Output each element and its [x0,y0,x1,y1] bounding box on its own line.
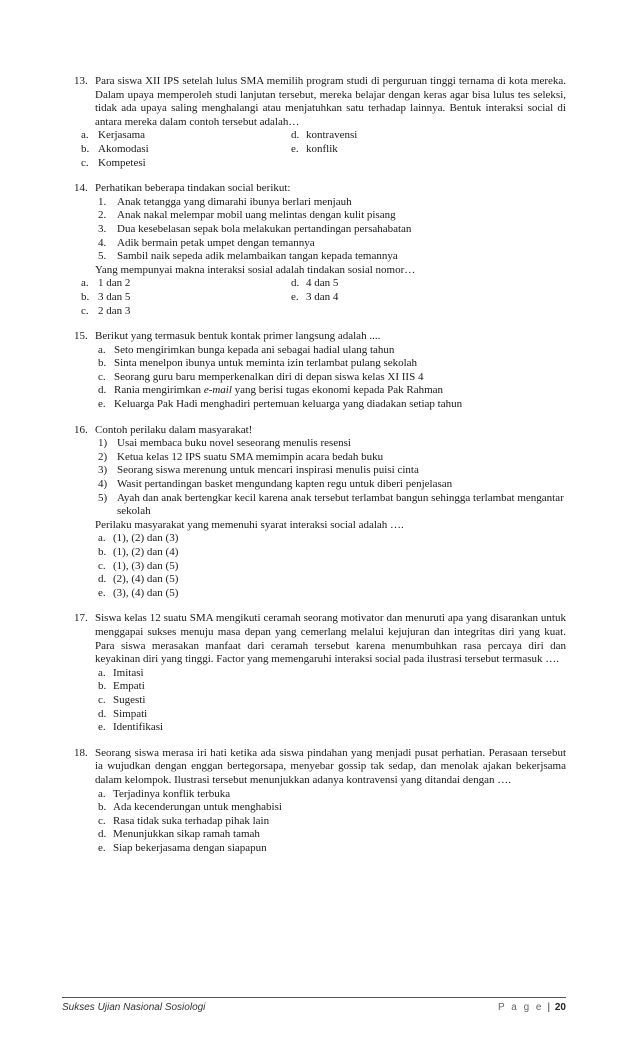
option-letter: b. [98,357,107,370]
option-text: (3), (4) dan (5) [113,586,179,599]
page-separator: | [547,1002,551,1013]
list-item [98,237,566,251]
option-c [81,305,291,319]
question-stem: Siswa kelas 12 suatu SMA mengikuti ceramah seorang motivator dan menuruti apa yang disarankan untuk menggapai sukses menuju masa depan yang cemerlang melalui kejujuran dan integritas diri yang kuat. Para siswa merasakan manfaat dari ceramah tersebut karena menumbuhkan rasa percaya diri dan keyakinan diri yang tinggi. Factor yang memengaruhi interaksi social pada ilustrasi tersebut termasuk …. [95,612,566,666]
option-text: (1), (2) dan (4) [113,546,179,558]
option-a [81,277,291,291]
option-a [98,667,566,681]
option-c [81,157,291,171]
option-b [98,546,566,560]
option-text: Imitasi [113,666,144,679]
option-letter: c. [98,693,106,706]
option-letter: d. [98,828,107,841]
option-letter: c. [81,156,89,169]
option-text: Rania mengirimkan [114,384,204,397]
page-number: 20 [554,1002,566,1013]
question-number: 16. [74,423,88,436]
option-e [98,398,566,412]
option-text: 3 dan 4 [306,290,339,303]
list-item [98,437,566,451]
option-e [291,291,491,305]
option-d [291,277,491,291]
option-b [81,143,291,157]
footer-title: Sukses Ujian Nasional Sosiologi [62,1002,206,1013]
list-item [98,478,566,492]
option-text: Kompetesi [98,156,146,169]
item-number: 4) [98,478,108,491]
option-a [98,532,566,546]
item-text: Ketua kelas 12 IPS suatu SMA memimpin acara bedah buku [117,450,384,463]
option-text: Identifikasi [113,721,164,734]
option-text: (1), (2) dan (3) [113,532,179,545]
option-letter: d. [291,277,300,290]
option-letter: c. [98,370,106,383]
option-text: 3 dan 5 [98,290,131,303]
option-letter: b. [81,142,90,155]
question-number: 17. [74,612,88,625]
option-letter: a. [98,343,106,356]
option-b [81,291,291,305]
option-text: Sinta menelpon ibunya untuk meminta izin terlambat pulang sekolah [114,357,418,370]
list-item [98,209,566,223]
list-item [98,196,566,210]
numbered-list [95,196,566,264]
item-number: 3. [98,222,107,235]
option-text: Seto mengirimkan bunga kepada ani sebagai hadial ulang tahun [114,343,395,356]
option-letter: d. [98,573,107,586]
question-stem: Perhatikan beberapa tindakan social berikut: [95,182,291,195]
question-number: 15. [74,330,88,343]
item-text: Adik bermain petak umpet dengan temannya [117,236,315,249]
option-letter: d. [98,384,107,397]
option-text: Kerjasama [98,129,146,142]
option-list [95,667,566,735]
item-number: 1) [98,437,108,450]
option-grid [81,277,566,318]
question-stem: Berikut yang termasuk bentuk kontak primer langsung adalah .... [95,330,381,343]
option-text: Seorang guru baru memperkenalkan diri di depan siswa kelas XI IIS 4 [114,370,424,383]
option-letter: e. [98,841,106,854]
item-text: Usai membaca buku novel seseorang menulis resensi [117,437,351,450]
option-e [98,842,566,856]
option-text: Ada kecenderungan untuk menghabisi [113,801,282,814]
option-letter: e. [291,142,299,155]
option-letter: a. [98,666,106,679]
option-letter: a. [98,532,106,545]
list-item [98,451,566,465]
option-letter: b. [98,546,107,558]
option-c [98,560,566,574]
option-d [98,384,566,398]
item-text: Wasit pertandingan basket mengundang kapten regu untuk diberi penjelasan [117,478,453,491]
question-stem: Seorang siswa merasa iri hati ketika ada siswa pindahan yang menjadi pusat perhatian. Perasaan tersebut ia wujudkan dengan enggan bertegorsapa, menyebar gossip tak sedap, dan menolak ajakan bekerjsama dalam kelompok. Ilustrasi tersebut menunjukkan adanya kontravensi yang ditandai dengan …. [95,746,566,786]
question-number: 13. [74,75,88,87]
option-text: Sugesti [113,693,146,706]
option-a [98,344,566,358]
option-letter: b. [98,801,107,814]
question-17 [74,612,566,734]
option-letter: a. [81,129,89,142]
item-number: 4. [98,236,107,249]
question-13 [74,75,566,170]
option-letter: b. [81,290,90,303]
option-e [98,587,566,601]
option-letter: e. [98,586,106,599]
list-item [98,250,566,264]
question-list [74,75,566,867]
option-b [98,357,566,371]
list-item [98,464,566,478]
option-b [98,801,566,815]
question-14 [74,182,566,318]
item-text: Ayah dan anak bertengkar kecil karena anak tersebut terlambat bangun sehingga terlambat mengantar sekolah [117,491,564,518]
option-letter: c. [98,559,106,572]
option-text: Akomodasi [98,142,149,155]
item-number: 2) [98,450,108,463]
item-text: Anak nakal melempar mobil uang melintas dengan kulit pisang [117,209,396,222]
option-text: 1 dan 2 [98,277,131,290]
option-list [95,532,566,600]
option-letter: e. [98,721,106,734]
item-number: 5) [98,491,108,504]
option-d [291,129,491,143]
list-item [98,223,566,237]
option-text: (1), (3) dan (5) [113,559,179,572]
option-letter: b. [98,680,107,693]
option-letter: a. [98,787,106,800]
option-text: Rasa tidak suka terhadap pihak lain [113,814,270,827]
page-indicator [498,1001,566,1015]
option-text: 4 dan 5 [306,277,339,290]
item-text: Seorang siswa merenung untuk mencari inspirasi menulis puisi cinta [117,464,419,477]
option-text: Siap bekerjasama dengan siapapun [113,841,267,854]
option-text: (2), (4) dan (5) [113,573,179,586]
option-text-emphasis: e-mail [203,384,232,397]
option-c [98,815,566,829]
item-text: Anak tetangga yang dimarahi ibunya berlari menjauh [117,195,352,208]
question-stem: Contoh perilaku dalam masyarakat! [95,423,253,436]
question-15 [74,330,566,412]
option-letter: c. [81,304,89,317]
item-number: 2. [98,209,107,222]
option-text: Keluarga Pak Hadi menghadiri pertemuan keluarga yang diadakan setiap tahun [114,398,463,411]
question-prompt: Yang mempunyai makna interaksi sosial adalah tindakan sosial nomor… [95,263,416,276]
option-a [81,129,291,143]
option-letter: d. [98,707,107,720]
option-text: Terjadinya konflik terbuka [113,787,231,800]
option-list [95,344,566,412]
item-number: 1. [98,195,107,208]
question-number: 18. [74,746,88,759]
page-footer [62,997,566,1013]
option-grid [81,129,566,170]
option-text: kontravensi [306,129,358,142]
question-number: 14. [74,182,88,195]
option-text: 2 dan 3 [98,304,131,317]
option-d [98,708,566,722]
option-letter: a. [81,277,89,290]
option-letter: e. [98,398,106,411]
option-letter: c. [98,814,106,827]
question-18 [74,747,566,856]
item-text: Dua kesebelasan sepak bola melakukan pertandingan persahabatan [117,222,412,235]
option-list [95,788,566,856]
option-d [98,828,566,842]
option-text: Menunjukkan sikap ramah tamah [113,828,260,841]
option-text: Simpati [113,707,148,720]
list-item [98,492,566,519]
option-text: Empati [113,680,145,693]
option-letter: d. [291,129,300,142]
question-prompt: Perilaku masyarakat yang memenuhi syarat interaksi social adalah …. [95,518,404,531]
option-e [291,143,491,157]
option-b [98,680,566,694]
option-text: yang berisi tugas ekonomi kepada Pak Rahman [231,384,444,397]
option-a [98,788,566,802]
option-c [98,371,566,385]
question-16 [74,424,566,601]
option-d [98,573,566,587]
option-letter: e. [291,290,299,303]
item-text: Sambil naik sepeda adik melambaikan tangan kepada temannya [117,250,398,263]
question-stem: Para siswa XII IPS setelah lulus SMA memilih program studi di perguruan tinggi ternama di kota mereka. Dalam upaya memperoleh studi lanjutan tersebut, mereka belajar dengan keras agar bisa lulus tes seleksi, tidak ada upaya saling menghalangi atau menjatuhkan satu terhadap lainnya. Bentuk interaksi social di antara mereka dalam contoh tersebut adalah… [95,75,566,128]
option-c [98,694,566,708]
option-e [98,721,566,735]
option-text: konflik [306,142,338,155]
item-number: 3) [98,464,108,477]
page-label: P a g e [497,1002,544,1013]
item-number: 5. [98,250,107,263]
numbered-list [95,437,566,519]
